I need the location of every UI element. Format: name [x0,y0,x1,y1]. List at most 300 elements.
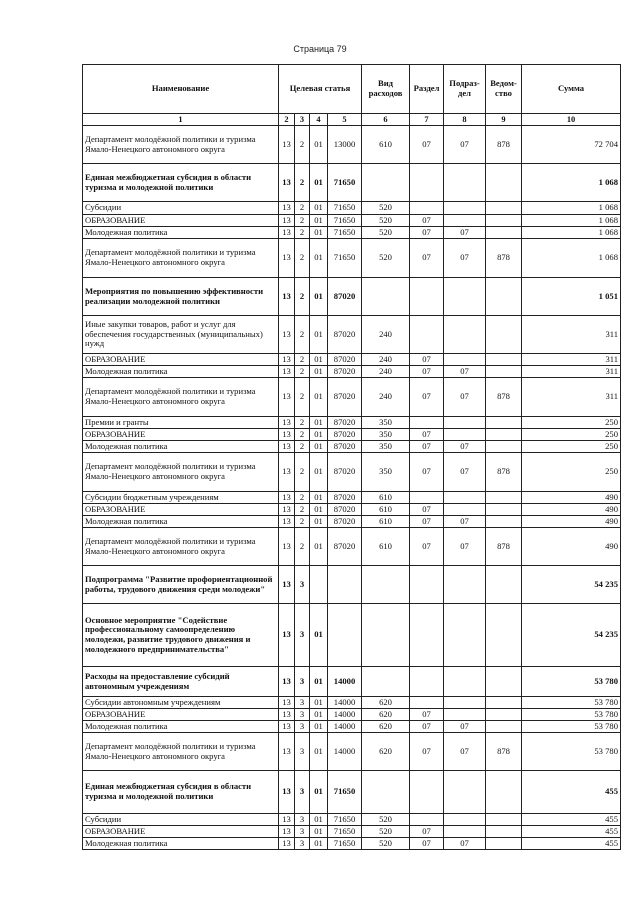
row-target-part2: 2 [295,354,310,366]
row-target-part1: 13 [279,721,295,733]
row-section [410,492,444,504]
col-subsection-header: Подраз-дел [444,65,486,114]
row-target-part4 [328,604,362,667]
row-department [486,709,522,721]
row-target-part1: 13 [279,441,295,453]
row-name: ОБРАЗОВАНИЕ [83,354,279,366]
row-target-part2: 2 [295,378,310,417]
table-row [83,504,621,516]
table-row [83,227,621,239]
row-name: ОБРАЗОВАНИЕ [83,215,279,227]
row-expense-type: 620 [362,709,410,721]
row-expense-type: 520 [362,215,410,227]
row-sum: 490 [522,528,621,566]
row-sum: 1 051 [522,278,621,316]
row-sum: 455 [522,826,621,838]
row-department [486,771,522,814]
row-target-part1: 13 [279,316,295,354]
row-section: 07 [410,721,444,733]
row-section [410,566,444,604]
row-target-part3: 01 [310,278,328,316]
row-sum: 53 780 [522,721,621,733]
row-target-part3: 01 [310,733,328,771]
row-target-part2: 3 [295,709,310,721]
row-section [410,417,444,429]
row-subsection [444,492,486,504]
row-target-part2: 2 [295,215,310,227]
header-row [83,65,621,114]
col-number: 8 [444,114,486,126]
row-subsection: 07 [444,528,486,566]
row-subsection: 07 [444,126,486,164]
row-target-part3: 01 [310,378,328,417]
row-name: Департамент молодёжной политики и туризма Ямало-Ненецкого автономного округа [83,453,279,492]
row-department [486,202,522,215]
row-section [410,164,444,202]
row-expense-type [362,667,410,697]
row-name: Единая межбюджетная субсидия в области туризма и молодежной политики [83,771,279,814]
row-expense-type [362,566,410,604]
row-name: Молодежная политика [83,838,279,850]
row-department [486,566,522,604]
row-subsection [444,278,486,316]
row-department: 878 [486,126,522,164]
row-section: 07 [410,838,444,850]
row-section: 07 [410,504,444,516]
row-target-part1: 13 [279,697,295,709]
row-sum: 54 235 [522,604,621,667]
row-target-part1: 13 [279,202,295,215]
row-target-part4: 87020 [328,417,362,429]
row-target-part2: 2 [295,366,310,378]
table-row [83,316,621,354]
row-subsection [444,215,486,227]
row-expense-type: 350 [362,417,410,429]
row-subsection [444,709,486,721]
row-department [486,227,522,239]
row-section: 07 [410,429,444,441]
row-department: 878 [486,378,522,417]
row-name: Расходы на предоставление субсидий автономным учреждениям [83,667,279,697]
row-sum: 490 [522,504,621,516]
row-name: Мероприятия по повышению эффективности реализации молодежной политики [83,278,279,316]
row-target-part1: 13 [279,516,295,528]
row-target-part1: 13 [279,566,295,604]
row-sum: 455 [522,838,621,850]
row-subsection: 07 [444,733,486,771]
table-row [83,733,621,771]
row-target-part3: 01 [310,814,328,826]
col-sum-header: Сумма [522,65,621,114]
row-sum: 455 [522,814,621,826]
row-target-part2: 3 [295,814,310,826]
row-target-part1: 13 [279,429,295,441]
row-name: Департамент молодёжной политики и туризма Ямало-Ненецкого автономного округа [83,528,279,566]
row-target-part1: 13 [279,504,295,516]
row-target-part2: 3 [295,697,310,709]
row-expense-type: 350 [362,441,410,453]
col-number: 1 [83,114,279,126]
row-department [486,838,522,850]
row-name: Подпрограмма "Развитие профориентационной работы, трудового движения среди молодежи" [83,566,279,604]
row-target-part1: 13 [279,838,295,850]
row-target-part3: 01 [310,721,328,733]
row-section: 07 [410,215,444,227]
table-row [83,278,621,316]
row-expense-type: 620 [362,721,410,733]
row-sum: 490 [522,492,621,504]
row-target-part4: 87020 [328,504,362,516]
row-expense-type: 520 [362,227,410,239]
row-subsection: 07 [444,378,486,417]
row-sum: 250 [522,417,621,429]
row-target-part1: 13 [279,354,295,366]
row-subsection [444,202,486,215]
row-sum: 1 068 [522,202,621,215]
col-number: 9 [486,114,522,126]
col-section-header: Раздел [410,65,444,114]
row-target-part4: 87020 [328,378,362,417]
row-target-part2: 2 [295,278,310,316]
row-target-part2: 2 [295,164,310,202]
row-target-part4: 71650 [328,202,362,215]
row-target-part3: 01 [310,826,328,838]
row-target-part1: 13 [279,164,295,202]
row-sum: 250 [522,441,621,453]
table-row [83,838,621,850]
row-name: ОБРАЗОВАНИЕ [83,504,279,516]
row-department: 878 [486,733,522,771]
row-department: 878 [486,453,522,492]
row-subsection: 07 [444,453,486,492]
row-target-part3: 01 [310,528,328,566]
row-target-part1: 13 [279,492,295,504]
row-target-part4: 14000 [328,667,362,697]
col-number: 5 [328,114,362,126]
col-number: 2 [279,114,295,126]
row-department [486,354,522,366]
row-target-part4: 71650 [328,838,362,850]
row-subsection: 07 [444,366,486,378]
row-name: Департамент молодёжной политики и туризма Ямало-Ненецкого автономного округа [83,126,279,164]
row-section [410,771,444,814]
row-target-part4: 87020 [328,528,362,566]
row-sum: 54 235 [522,566,621,604]
row-target-part2: 2 [295,453,310,492]
row-sum: 490 [522,516,621,528]
row-target-part1: 13 [279,826,295,838]
row-target-part3 [310,566,328,604]
row-department [486,604,522,667]
table-row [83,239,621,278]
col-number: 3 [295,114,310,126]
table-row [83,441,621,453]
row-target-part2: 2 [295,126,310,164]
row-name: Молодежная политика [83,366,279,378]
row-department [486,316,522,354]
row-target-part2: 3 [295,826,310,838]
row-section: 07 [410,227,444,239]
row-department [486,215,522,227]
row-subsection: 07 [444,838,486,850]
row-subsection [444,164,486,202]
row-target-part1: 13 [279,771,295,814]
row-target-part3: 01 [310,354,328,366]
row-sum: 455 [522,771,621,814]
row-name: Единая межбюджетная субсидия в области туризма и молодежной политики [83,164,279,202]
row-target-part4 [328,566,362,604]
table-row [83,126,621,164]
column-number-row [83,114,621,126]
row-section [410,667,444,697]
row-expense-type: 620 [362,733,410,771]
row-name: Департамент молодёжной политики и туризма Ямало-Ненецкого автономного округа [83,239,279,278]
row-target-part4: 71650 [328,164,362,202]
row-target-part4: 71650 [328,771,362,814]
row-target-part2: 3 [295,721,310,733]
table-row [83,492,621,504]
row-subsection [444,504,486,516]
row-target-part3: 01 [310,838,328,850]
row-target-part1: 13 [279,453,295,492]
row-sum: 250 [522,429,621,441]
row-expense-type: 520 [362,838,410,850]
row-target-part1: 13 [279,366,295,378]
row-target-part3: 01 [310,697,328,709]
row-subsection [444,814,486,826]
row-expense-type: 520 [362,239,410,278]
row-section [410,604,444,667]
row-target-part4: 87020 [328,516,362,528]
table-row [83,366,621,378]
row-target-part1: 13 [279,378,295,417]
row-target-part3: 01 [310,215,328,227]
row-name: Субсидии [83,202,279,215]
row-expense-type: 240 [362,316,410,354]
row-subsection [444,316,486,354]
row-name: Департамент молодёжной политики и туризма Ямало-Ненецкого автономного округа [83,378,279,417]
row-section [410,697,444,709]
row-department: 878 [486,528,522,566]
row-section: 07 [410,441,444,453]
row-expense-type: 610 [362,126,410,164]
table-row [83,215,621,227]
table-row [83,771,621,814]
row-target-part2: 2 [295,492,310,504]
row-target-part4: 71650 [328,814,362,826]
row-target-part2: 3 [295,838,310,850]
row-expense-type: 240 [362,378,410,417]
row-target-part1: 13 [279,528,295,566]
row-target-part4: 14000 [328,733,362,771]
page-number: Страница 79 [293,44,347,54]
row-expense-type [362,771,410,814]
row-target-part4: 14000 [328,709,362,721]
col-number: 4 [310,114,328,126]
row-target-part3: 01 [310,417,328,429]
row-department [486,667,522,697]
row-subsection [444,566,486,604]
row-target-part3: 01 [310,316,328,354]
row-name: Субсидии автономным учреждениям [83,697,279,709]
table-row [83,453,621,492]
table-row [83,202,621,215]
row-target-part1: 13 [279,417,295,429]
row-name: Молодежная политика [83,516,279,528]
row-subsection [444,604,486,667]
row-section: 07 [410,453,444,492]
row-subsection [444,771,486,814]
row-department [486,721,522,733]
table-row [83,721,621,733]
row-section: 07 [410,378,444,417]
row-section [410,202,444,215]
row-subsection [444,667,486,697]
row-name: Премии и гранты [83,417,279,429]
row-target-part2: 2 [295,227,310,239]
row-target-part3: 01 [310,366,328,378]
row-subsection: 07 [444,227,486,239]
row-department [486,814,522,826]
row-target-part4: 71650 [328,215,362,227]
row-expense-type: 520 [362,202,410,215]
row-section [410,316,444,354]
row-target-part4: 87020 [328,354,362,366]
row-expense-type: 240 [362,354,410,366]
row-target-part1: 13 [279,709,295,721]
budget-table [82,64,621,850]
row-target-part2: 3 [295,667,310,697]
row-name: Субсидии [83,814,279,826]
row-target-part3: 01 [310,667,328,697]
row-expense-type: 520 [362,826,410,838]
row-name: Субсидии бюджетным учреждениям [83,492,279,504]
row-section [410,814,444,826]
row-name: ОБРАЗОВАНИЕ [83,429,279,441]
row-target-part4: 14000 [328,697,362,709]
row-expense-type: 350 [362,429,410,441]
row-target-part2: 3 [295,566,310,604]
row-target-part3: 01 [310,709,328,721]
row-department [486,417,522,429]
row-target-part3: 01 [310,429,328,441]
row-target-part2: 2 [295,441,310,453]
row-subsection: 07 [444,239,486,278]
table-row [83,516,621,528]
row-target-part4: 87020 [328,492,362,504]
row-target-part1: 13 [279,733,295,771]
row-name: Молодежная политика [83,441,279,453]
row-expense-type [362,604,410,667]
row-section: 07 [410,366,444,378]
table-row [83,697,621,709]
table-row [83,667,621,697]
row-target-part2: 2 [295,417,310,429]
row-name: ОБРАЗОВАНИЕ [83,709,279,721]
row-target-part4: 87020 [328,453,362,492]
row-section: 07 [410,528,444,566]
row-target-part2: 2 [295,429,310,441]
row-department [486,826,522,838]
row-sum: 53 780 [522,667,621,697]
row-target-part4: 87020 [328,429,362,441]
row-target-part3: 01 [310,239,328,278]
row-section: 07 [410,516,444,528]
row-target-part2: 2 [295,202,310,215]
row-name: Молодежная политика [83,721,279,733]
table-row [83,826,621,838]
row-target-part3: 01 [310,126,328,164]
col-department-header: Ведом-ство [486,65,522,114]
row-section: 07 [410,354,444,366]
row-target-part1: 13 [279,239,295,278]
row-sum: 311 [522,316,621,354]
row-sum: 311 [522,366,621,378]
table-row [83,528,621,566]
table-row [83,814,621,826]
col-name-header: Наименование [83,65,279,114]
row-sum: 1 068 [522,227,621,239]
row-sum: 311 [522,378,621,417]
row-department [486,441,522,453]
row-target-part2: 2 [295,239,310,278]
row-target-part3: 01 [310,164,328,202]
table-row [83,604,621,667]
row-target-part3: 01 [310,604,328,667]
row-name: Иные закупки товаров, работ и услуг для обеспечения государственных (муниципальных) нужд [83,316,279,354]
row-name: ОБРАЗОВАНИЕ [83,826,279,838]
row-subsection: 07 [444,441,486,453]
row-sum: 53 780 [522,709,621,721]
row-target-part2: 2 [295,516,310,528]
row-sum: 250 [522,453,621,492]
col-number: 10 [522,114,621,126]
row-expense-type: 610 [362,492,410,504]
row-section: 07 [410,826,444,838]
row-name: Молодежная политика [83,227,279,239]
row-sum: 53 780 [522,733,621,771]
row-target-part3: 01 [310,453,328,492]
row-target-part1: 13 [279,215,295,227]
table-row [83,417,621,429]
row-expense-type: 620 [362,697,410,709]
table-row [83,709,621,721]
row-target-part1: 13 [279,604,295,667]
row-expense-type: 350 [362,453,410,492]
col-exp-type-header: Вид расходов [362,65,410,114]
table-row [83,164,621,202]
table-row [83,429,621,441]
row-target-part4: 87020 [328,441,362,453]
row-section: 07 [410,126,444,164]
row-department [486,278,522,316]
table-row [83,378,621,417]
col-number: 6 [362,114,410,126]
row-target-part1: 13 [279,227,295,239]
row-target-part4: 71650 [328,826,362,838]
row-subsection [444,354,486,366]
row-target-part4: 14000 [328,721,362,733]
row-target-part1: 13 [279,667,295,697]
row-target-part3: 01 [310,771,328,814]
row-department [486,492,522,504]
row-sum: 1 068 [522,239,621,278]
row-target-part2: 2 [295,528,310,566]
row-target-part1: 13 [279,814,295,826]
row-target-part2: 2 [295,316,310,354]
row-expense-type: 520 [362,814,410,826]
row-expense-type: 610 [362,504,410,516]
